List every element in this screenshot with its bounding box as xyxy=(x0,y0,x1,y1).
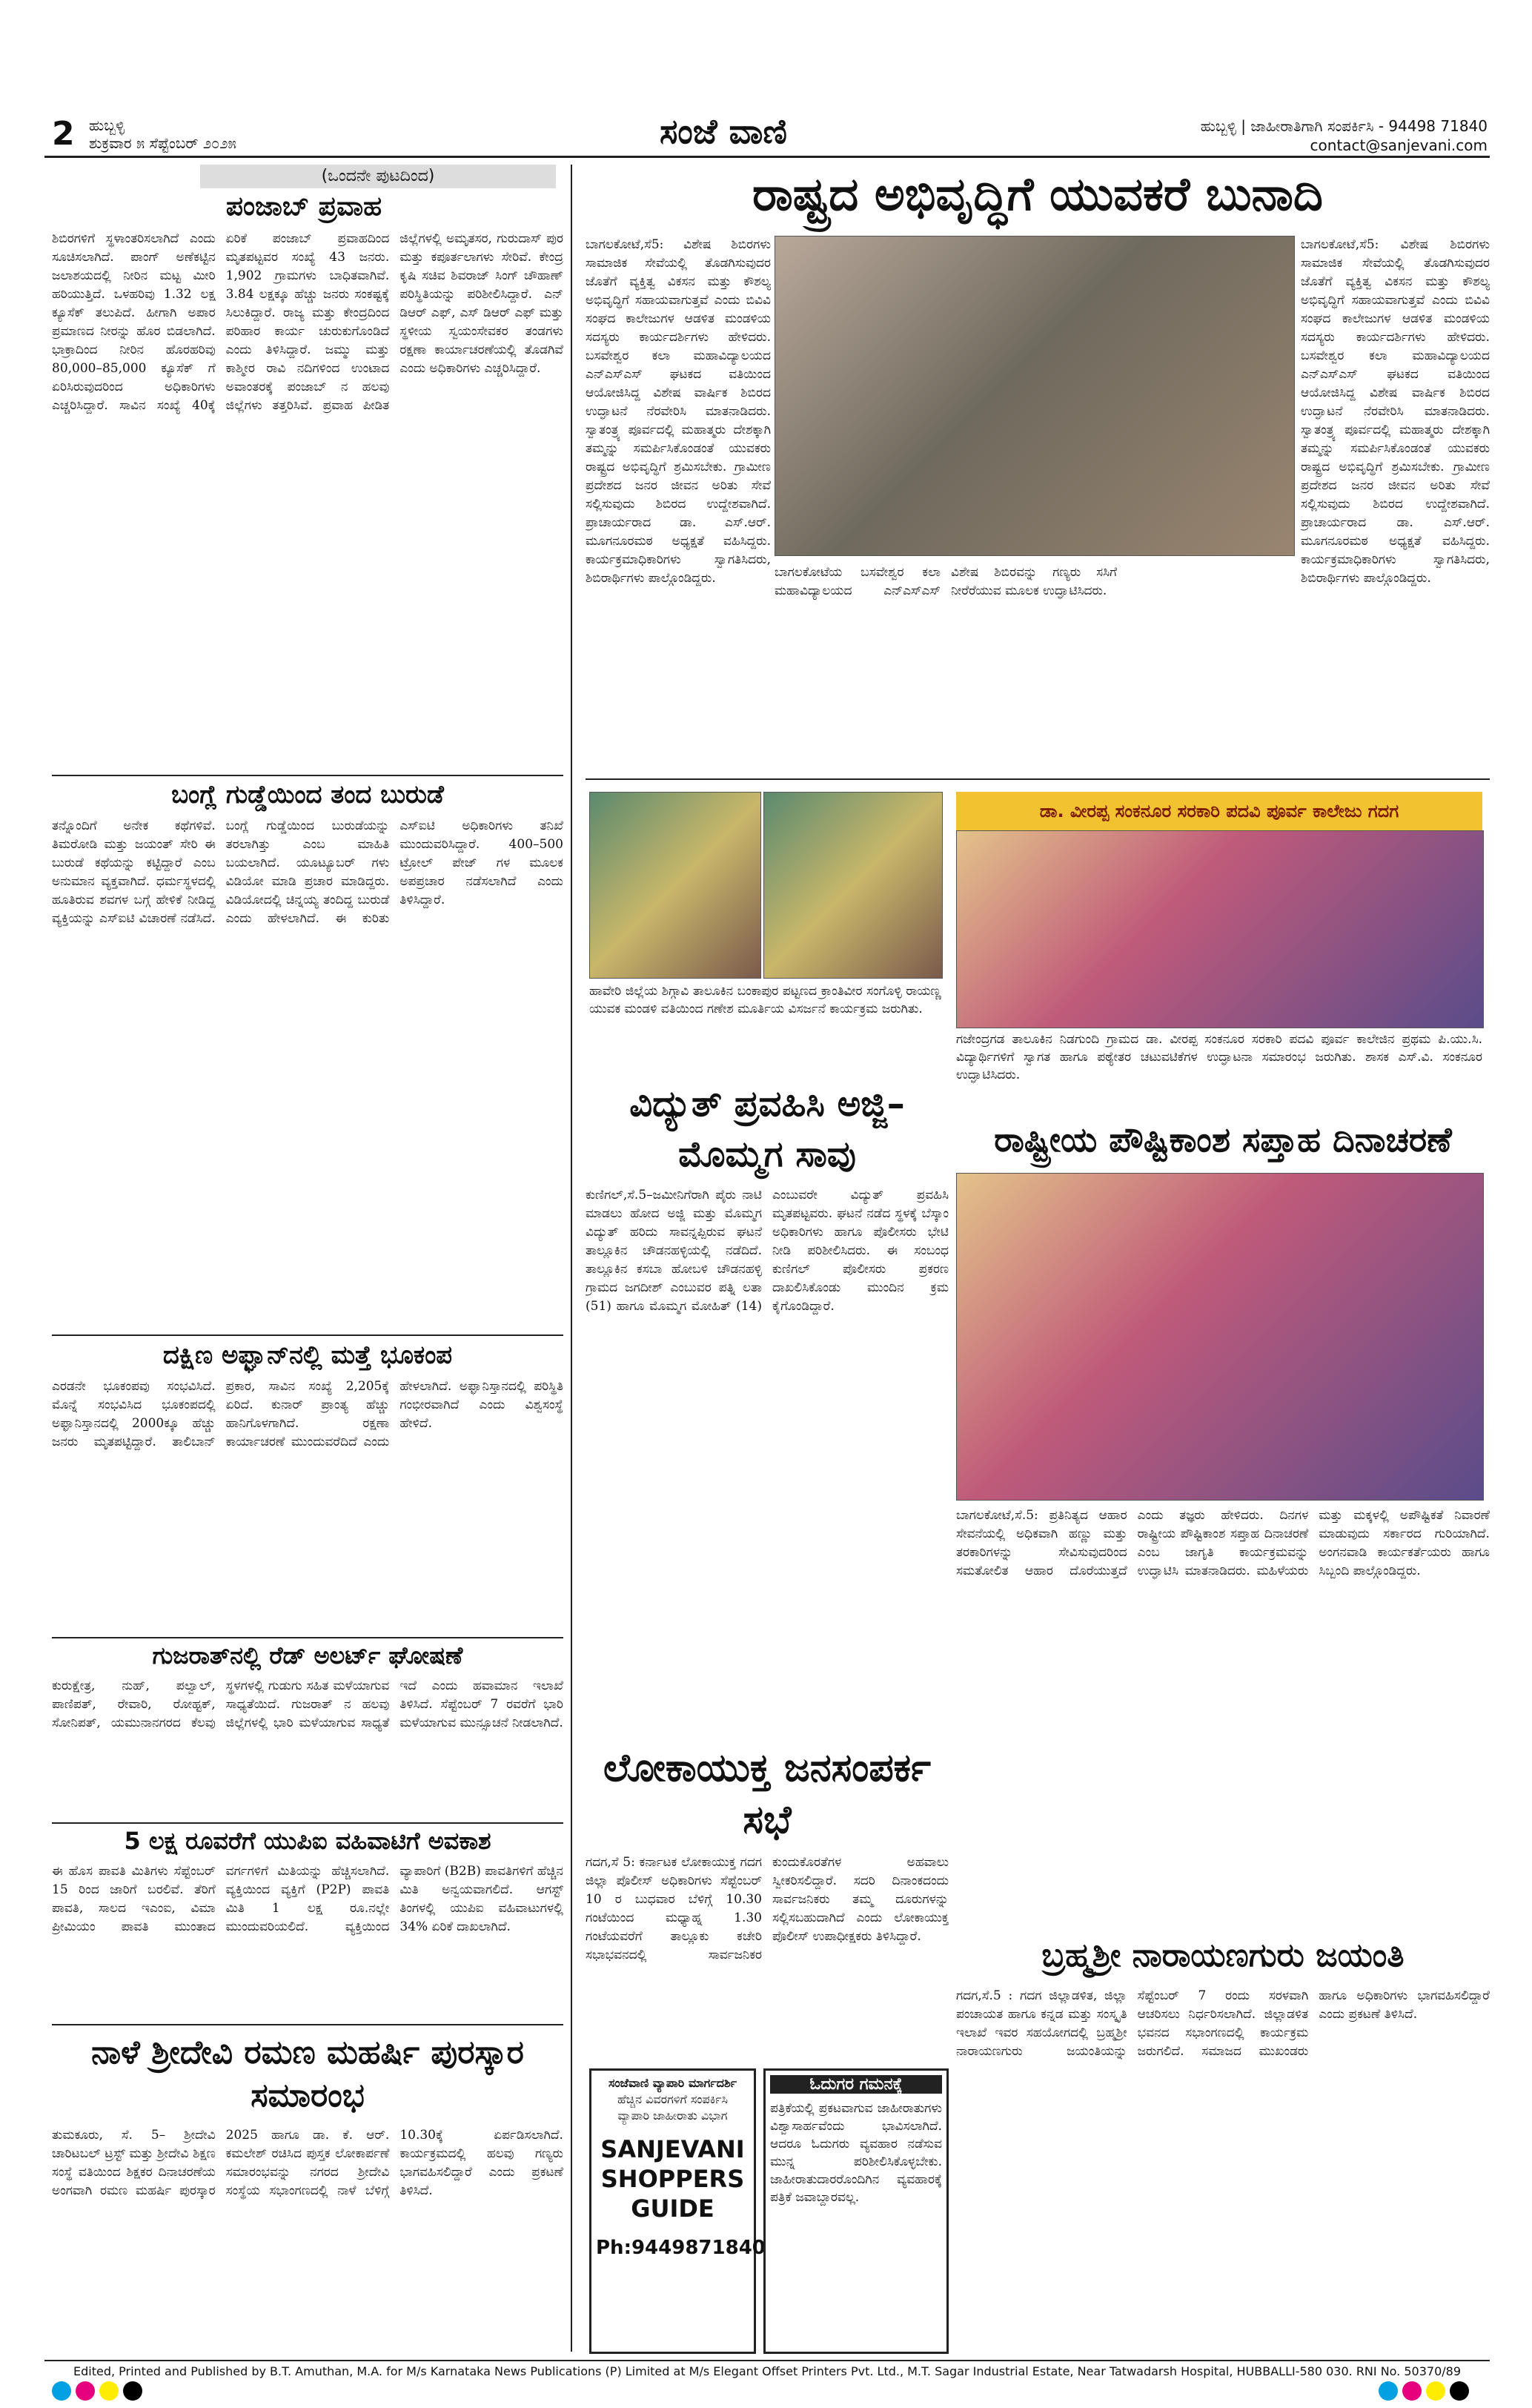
photo-youth-event xyxy=(775,236,1295,556)
email-line[interactable]: contact@sanjevani.com xyxy=(1310,136,1488,154)
ad-readers-notice xyxy=(763,2068,949,2354)
newspaper-logo: ಸಂಜೆ ವಾಣಿ xyxy=(660,111,787,151)
registration-dot xyxy=(123,2381,142,2401)
ad-shoppers-guide[interactable] xyxy=(589,2068,766,2354)
article-ramana-body: ತುಮಕೂರು, ಸೆ. 5– ಶ್ರೀದೇವಿ ಚಾರಿಟಬಲ್ ಟ್ರಸ್ಟ್ ಮತ್ತು ಶ್ರೀದೇವಿ ಶಿಕ್ಷಣ ಸಂಸ್ಥೆ ವತಿಯಿಂದ ಶಿಕ್ಷಕರ ದಿನಾಚರಣೆಯ ಅಂಗವಾಗಿ ರಮಣ ಮಹರ್ಷಿ ಪುರಸ್ಕಾರ 2025 ಹಾಗೂ ಡಾ. ಕೆ. ಆರ್. ಕಮಲೇಶ್ ರಚಿಸಿದ ಪುಸ್ತಕ ಲೋಕಾರ್ಪಣೆ ಸಮಾರಂಭವನ್ನು ನಗರದ ಶ್ರೀದೇವಿ ಸಂಸ್ಥೆಯ ಸಭಾಂಗಣದಲ್ಲಿ ನಾಳೆ ಬೆಳಿಗ್ಗೆ 10.30ಕ್ಕೆ ಏರ್ಪಡಿಸಲಾಗಿದೆ. ಕಾರ್ಯಕ್ರಮದಲ್ಲಿ ಹಲವು ಗಣ್ಯರು ಭಾಗವಹಿಸಲಿದ್ದಾರೆ ಎಂದು ಪ್ರಕಟಣೆ ತಿಳಿಸಿದೆ. xyxy=(52,2128,563,2198)
ad-shoppers-line2: ಹೆಚ್ಚಿನ ವಿವರಗಳಿಗೆ ಸಂಪರ್ಕಿಸಿ xyxy=(617,2092,728,2106)
article-punjab-body: ಶಿಬಿರಗಳಿಗೆ ಸ್ಥಳಾಂತರಿಸಲಾಗಿದೆ ಎಂದು ಸೂಚಿಸಲಾಗಿದೆ. ಪಾಂಗ್ ಅಣೆಕಟ್ಟಿನ ಜಲಾಶಯದಲ್ಲಿ ನೀರಿನ ಮಟ್ಟ ಮೀರಿ ಹರಿಯುತ್ತಿದೆ. ಒಳಹರಿವು 1.32 ಲಕ್ಷ ಕ್ಯೂಸೆಕ್ ತಲುಪಿದೆ. ಹೀಗಾಗಿ ಅಪಾರ ಪ್ರಮಾಣದ ನೀರನ್ನು ಹೊರ ಬಿಡಲಾಗಿದೆ. ಭಾಕ್ರಾದಿಂದ ನೀರಿನ ಹೊರಹರಿವು 80,000–85,000 ಕ್ಯೂಸೆಕ್ ಗೆ ಏರಿಸಿರುವುದರಿಂದ ಅಧಿಕಾರಿಗಳು ಎಚ್ಚರಿಸಿದ್ದಾರೆ. ಸಾವಿನ ಸಂಖ್ಯೆ 40ಕ್ಕೆ ಏರಿಕೆ ಪಂಜಾಬ್ ಪ್ರವಾಹದಿಂದ ಮೃತಪಟ್ಟವರ ಸಂಖ್ಯೆ 43 ಜನರು. 1,902 ಗ್ರಾಮಗಳು ಬಾಧಿತವಾಗಿವೆ. 3.84 ಲಕ್ಷಕ್ಕೂ ಹೆಚ್ಚು ಜನರು ಸಂಕಷ್ಟಕ್ಕೆ ಸಿಲುಕಿದ್ದಾರೆ. ರಾಜ್ಯ ಮತ್ತು ಕೇಂದ್ರದಿಂದ ಪರಿಹಾರ ಕಾರ್ಯ ಚುರುಕುಗೊಂಡಿದೆ ಎಂದು ತಿಳಿಸಿದ್ದಾರೆ. ಜಮ್ಮು ಮತ್ತು ಕಾಶ್ಮೀರ ರಾವಿ ನದಿಗಳಿಂದ ಉಂಟಾದ ಅವಾಂತರಕ್ಕೆ ಪಂಜಾಬ್ ನ ಹಲವು ಜಿಲ್ಲೆಗಳು ತತ್ತರಿಸಿವೆ. ಪ್ರವಾಹ ಪೀಡಿತ ಜಿಲ್ಲೆಗಳಲ್ಲಿ ಅಮೃತಸರ, ಗುರುದಾಸ್ ಪುರ ಮತ್ತು ಕಪೂರ್ತಲಾಗಳು ಸೇರಿವೆ. ಕೇಂದ್ರ ಕೃಷಿ ಸಚಿವ ಶಿವರಾಜ್ ಸಿಂಗ್ ಚೌಹಾಣ್ ಪರಿಸ್ಥಿತಿಯನ್ನು ಪರಿಶೀಲಿಸಿದ್ದಾರೆ. ಎನ್ ಡಿಆರ್ ಎಫ್, ಎಸ್ ಡಿಆರ್ ಎಫ್ ಮತ್ತು ಸ್ಥಳೀಯ ಸ್ವಯಂಸೇವಕರ ತಂಡಗಳು ರಕ್ಷಣಾ ಕಾರ್ಯಾಚರಣೆಯಲ್ಲಿ ತೊಡಗಿವೆ ಎಂದು ಅಧಿಕಾರಿಗಳು ಎಚ್ಚರಿಸಿದ್ದಾರೆ. xyxy=(52,231,563,413)
imprint-footer: Edited, Printed and Published by B.T. Amuthan, M.A. for M/s Karnataka News Publications (P) Limited at M/s Elegant Offset Printers Pvt. Ltd., M.T. Sagar Industrial Estate, Near Tatwadarsh Hospital, HUBBALLI-580 030. RNI No. 50370/89 xyxy=(44,2360,1490,2378)
city-label: ಹುಬ್ಬಳ್ಳಿ xyxy=(89,116,125,134)
article-baangle-body: ತನ್ನೊಂದಿಗೆ ಅನೇಕ ಕಥೆಗಳಿವೆ. ತಿಮರೋಡಿ ಮತ್ತು ಜಯಂತ್ ಸೇರಿ ಈ ಬುರುಡೆ ಕಥೆಯನ್ನು ಕಟ್ಟಿದ್ದಾರೆ ಎಂಬ ಅನುಮಾನ ವ್ಯಕ್ತವಾಗಿದೆ. ಧರ್ಮಸ್ಥಳದಲ್ಲಿ ಹೂತಿರುವ ಶವಗಳ ಬಗ್ಗೆ ಹೇಳಿಕೆ ನೀಡಿದ್ದ ವ್ಯಕ್ತಿಯನ್ನು ಎಸ್ಐಟಿ ವಿಚಾರಣೆ ನಡೆಸಿದೆ. ಬಂಗ್ಲೆ ಗುಡ್ಡೆಯಿಂದ ಬುರುಡೆಯನ್ನು ತರಲಾಗಿತ್ತು ಎಂಬ ಮಾಹಿತಿ ಬಯಲಾಗಿದೆ. ಯೂಟ್ಯೂಬರ್ ಗಳು ವಿಡಿಯೋ ಮಾಡಿ ಪ್ರಚಾರ ಮಾಡಿದ್ದರು. ವಿಡಿಯೋದಲ್ಲಿ ಚಿನ್ನಯ್ಯ ತಂದಿದ್ದ ಬುರುಡೆ ಎಂದು ಹೇಳಲಾಗಿದೆ. ಈ ಕುರಿತು ಎಸ್ಐಟಿ ಅಧಿಕಾರಿಗಳು ತನಿಖೆ ಮುಂದುವರಿಸಿದ್ದಾರೆ. 400–500 ಟ್ರೋಲ್ ಪೇಜ್ ಗಳ ಮೂಲಕ ಅಪಪ್ರಚಾರ ನಡೆಸಲಾಗಿದೆ ಎಂದು ತಿಳಿಸಿದ್ದಾರೆ. xyxy=(52,818,563,926)
registration-dot xyxy=(1402,2381,1422,2401)
article-youth-body-left: ಬಾಗಲಕೋಟೆ,ಸೆ5: ವಿಶೇಷ ಶಿಬಿರಗಳು ಸಾಮಾಜಿಕ ಸೇವೆಯಲ್ಲಿ ತೊಡಗಿಸುವುದರ ಜೊತೆಗೆ ವ್ಯಕ್ತಿತ್ವ ವಿಕಸನ ಮತ್ತು ಕೌಶಲ್ಯ ಅಭಿವೃದ್ಧಿಗೆ ಸಹಾಯವಾಗುತ್ತವೆ ಎಂದು ಬಿವಿವಿ ಸಂಘದ ಕಾಲೇಜುಗಳ ಆಡಳಿತ ಮಂಡಳಿಯ ಸದಸ್ಯರು ಕಾರ್ಯದರ್ಶಿಗಳು ಹೇಳಿದರು. ಬಸವೇಶ್ವರ ಕಲಾ ಮಹಾವಿದ್ಯಾಲಯದ ಎನ್ಎಸ್ಎಸ್ ಘಟಕದ ವತಿಯಿಂದ ಆಯೋಜಿಸಿದ್ದ ವಿಶೇಷ ವಾರ್ಷಿಕ ಶಿಬಿರದ ಉದ್ಘಾಟನೆ ನೆರವೇರಿಸಿ ಮಾತನಾಡಿದರು. ಸ್ವಾತಂತ್ರ್ಯ ಪೂರ್ವದಲ್ಲಿ ಮಹಾತ್ಮರು ದೇಶಕ್ಕಾಗಿ ತಮ್ಮನ್ನು ಸಮರ್ಪಿಸಿಕೊಂಡಂತೆ ಯುವಕರು ರಾಷ್ಟ್ರದ ಅಭಿವೃದ್ಧಿಗೆ ಶ್ರಮಿಸಬೇಕು. ಗ್ರಾಮೀಣ ಪ್ರದೇಶದ ಜನರ ಜೀವನ ಅರಿತು ಸೇವೆ ಸಲ್ಲಿಸುವುದು ಶಿಬಿರದ ಉದ್ದೇಶವಾಗಿದೆ. ಪ್ರಾಚಾರ್ಯರಾದ ಡಾ. ಎಸ್.ಆರ್. ಮೂಗನೂರಮಠ ಅಧ್ಯಕ್ಷತೆ ವಹಿಸಿದ್ದರು. ಕಾರ್ಯಕ್ರಮಾಧಿಕಾರಿಗಳು ಸ್ವಾಗತಿಸಿದರು, ಶಿಬಿರಾರ್ಥಿಗಳು ಪಾಲ್ಗೊಂಡಿದ್ದರು. xyxy=(586,237,771,586)
date-line xyxy=(89,116,236,152)
article-nutrition-body: ಬಾಗಲಕೋಟೆ,ಸೆ.5: ಪ್ರತಿನಿತ್ಯದ ಆಹಾರ ಸೇವನೆಯಲ್ಲಿ ಅಧಿಕವಾಗಿ ಹಣ್ಣು ಮತ್ತು ತರಕಾರಿಗಳನ್ನು ಸೇವಿಸುವುದರಿಂದ ಸಮತೋಲಿತ ಆಹಾರ ದೊರೆಯುತ್ತದೆ ಎಂದು ತಜ್ಞರು ಹೇಳಿದರು. ದಿನಗಳ ರಾಷ್ಟ್ರೀಯ ಪೌಷ್ಟಿಕಾಂಶ ಸಪ್ತಾಹ ದಿನಾಚರಣೆ ಎಂಬ ಜಾಗೃತಿ ಕಾರ್ಯಕ್ರಮವನ್ನು ಉದ್ಘಾಟಿಸಿ ಮಾತನಾಡಿದರು. ಮಹಿಳೆಯರು ಮತ್ತು ಮಕ್ಕಳಲ್ಲಿ ಅಪೌಷ್ಟಿಕತೆ ನಿವಾರಣೆ ಮಾಡುವುದು ಸರ್ಕಾರದ ಗುರಿಯಾಗಿದೆ. ಅಂಗನವಾಡಿ ಕಾರ್ಯಕರ್ತೆಯರು ಹಾಗೂ ಸಿಬ್ಬಂದಿ ಪಾಲ್ಗೊಂಡಿದ್ದರು. xyxy=(956,1508,1490,1578)
ad-readers-title: ಓದುಗರ ಗಮನಕ್ಕೆ xyxy=(770,2075,942,2094)
ad-shoppers-line3: ವ್ಯಾಪಾರಿ ಜಾಹೀರಾತು ವಿಭಾಗ xyxy=(617,2108,728,2123)
photo-ganesha-2 xyxy=(763,792,943,979)
article-afghan-body: ಎರಡನೇ ಭೂಕಂಪವು ಸಂಭವಿಸಿದೆ. ಮೊನ್ನೆ ಸಂಭವಿಸಿದ ಭೂಕಂಪದಲ್ಲಿ ಅಫ್ಘಾನಿಸ್ತಾನದಲ್ಲಿ 2000ಕ್ಕೂ ಹೆಚ್ಚು ಜನರು ಮೃತಪಟ್ಟಿದ್ದಾರೆ. ತಾಲಿಬಾನ್ ಪ್ರಕಾರ, ಸಾವಿನ ಸಂಖ್ಯೆ 2,205ಕ್ಕೆ ಏರಿದೆ. ಕುನಾರ್ ಪ್ರಾಂತ್ಯ ಹೆಚ್ಚು ಹಾನಿಗೊಳಗಾಗಿದೆ. ರಕ್ಷಣಾ ಕಾರ್ಯಾಚರಣೆ ಮುಂದುವರೆದಿದೆ ಎಂದು ಹೇಳಲಾಗಿದೆ. ಅಫ್ಘಾನಿಸ್ತಾನದಲ್ಲಿ ಪರಿಸ್ಥಿತಿ ಗಂಭೀರವಾಗಿದೆ ಎಂದು ವಿಶ್ವಸಂಸ್ಥೆ ಹೇಳಿದೆ. xyxy=(52,1379,563,1449)
divider xyxy=(52,1334,563,1336)
headline-upi: 5 ಲಕ್ಷ ರೂವರೆಗೆ ಯುಪಿಐ ವಹಿವಾಟಿಗೆ ಅವಕಾಶ xyxy=(124,1827,491,1855)
registration-dot xyxy=(1450,2381,1469,2401)
headline-narayanaguru: ಬ್ರಹ್ಮಶ್ರೀ ನಾರಾಯಣಗುರು ಜಯಂತಿ xyxy=(1041,1936,1405,1974)
article-youth-body-right: ಬಾಗಲಕೋಟೆಯ ಬಸವೇಶ್ವರ ಕಲಾ ಮಹಾವಿದ್ಯಾಲಯದ ಎನ್ಎಸ್ಎಸ್ ವಿಶೇಷ ಶಿಬಿರವನ್ನು ಗಣ್ಯರು ಸಸಿಗೆ ನೀರೆರೆಯುವ ಮೂಲಕ ಉದ್ಘಾಟಿಸಿದರು. xyxy=(775,565,1117,598)
photo-college-event xyxy=(956,830,1484,1028)
headline-baangle: ಬಂಗ್ಲೆ ಗುಡ್ಡೆಯಿಂದ ತಂದ ಬುರುಡೆ xyxy=(171,780,444,810)
headline-ramana: ನಾಳೆ ಶ್ರೀದೇವಿ ರಮಣ ಮಹರ್ಷಿ ಪುರಸ್ಕಾರ ಸಮಾರಂಭ xyxy=(91,2034,524,2114)
ad-contact-line: ಹುಬ್ಬಳ್ಳಿ | ಜಾಹೀರಾತಿಗಾಗಿ ಸಂಪರ್ಕಿಸಿ - 94498 71840 xyxy=(1200,117,1488,135)
photo-college-caption: ಗಜೇಂದ್ರಗಡ ತಾಲೂಕಿನ ನಿಡಗುಂದಿ ಗ್ರಾಮದ ಡಾ. ವೀರಪ್ಪ ಸಂಕನೂರ ಸರಕಾರಿ ಪದವಿ ಪೂರ್ವ ಕಾಲೇಜಿನ ಪ್ರಥಮ ಪಿ.ಯು.ಸಿ. ವಿದ್ಯಾರ್ಥಿಗಳಿಗೆ ಸ್ವಾಗತ ಹಾಗೂ ಪಠ್ಯೇತರ ಚಟುವಟಿಕೆಗಳ ಉದ್ಘಾಟನಾ ಸಮಾರಂಭ ಜರುಗಿತು. ಶಾಸಕ ಎಸ್.ವಿ. ಸಂಕನೂರ ಉದ್ಘಾಟಿಸಿದರು. xyxy=(956,1032,1482,1082)
photo-ganesha-caption: ಹಾವೇರಿ ಜಿಲ್ಲೆಯ ಶಿಗ್ಗಾವಿ ತಾಲೂಕಿನ ಬಂಕಾಪುರ ಪಟ್ಟಣದ ಕ್ರಾಂತಿವೀರ ಸಂಗೊಳ್ಳಿ ರಾಯಣ್ಣ ಯುವಕ ಮಂಡಳಿ ವತಿಯಿಂದ ಗಣೇಶ ಮೂರ್ತಿಯ ವಿಸರ್ಜನೆ ಕಾರ್ಯಕ್ರಮ ಜರುಗಿತು. xyxy=(589,984,941,1016)
headline-afghan: ದಕ್ಷಿಣ ಅಫ್ಘಾನ್‌ನಲ್ಲಿ ಮತ್ತೆ ಭೂಕಂಪ xyxy=(162,1340,453,1370)
article-narayanaguru-body: ಗದಗ,ಸೆ.5 : ಗದಗ ಜಿಲ್ಲಾಡಳಿತ, ಜಿಲ್ಲಾ ಪಂಚಾಯತ ಹಾಗೂ ಕನ್ನಡ ಮತ್ತು ಸಂಸ್ಕೃತಿ ಇಲಾಖೆ ಇವರ ಸಹಯೋಗದಲ್ಲಿ ಬ್ರಹ್ಮಶ್ರೀ ನಾರಾಯಣಗುರು ಜಯಂತಿಯನ್ನು ಸೆಪ್ಟೆಂಬರ್ 7 ರಂದು ಸರಳವಾಗಿ ಆಚರಿಸಲು ನಿರ್ಧರಿಸಲಾಗಿದೆ. ಜಿಲ್ಲಾಡಳಿತ ಭವನದ ಸಭಾಂಗಣದಲ್ಲಿ ಕಾರ್ಯಕ್ರಮ ಜರುಗಲಿದೆ. ಸಮಾಜದ ಮುಖಂಡರು ಹಾಗೂ ಅಧಿಕಾರಿಗಳು ಭಾಗವಹಿಸಲಿದ್ದಾರೆ ಎಂದು ಪ್ರಕಟಣೆ ತಿಳಿಸಿದೆ. xyxy=(956,1988,1490,2059)
column-divider xyxy=(571,165,572,2352)
ad-shoppers-phone: Ph:9449871840 xyxy=(596,2237,766,2259)
article-youth-body-extra: ಬಾಗಲಕೋಟೆ,ಸೆ5: ವಿಶೇಷ ಶಿಬಿರಗಳು ಸಾಮಾಜಿಕ ಸೇವೆಯಲ್ಲಿ ತೊಡಗಿಸುವುದರ ಜೊತೆಗೆ ವ್ಯಕ್ತಿತ್ವ ವಿಕಸನ ಮತ್ತು ಕೌಶಲ್ಯ ಅಭಿವೃದ್ಧಿಗೆ ಸಹಾಯವಾಗುತ್ತವೆ ಎಂದು ಬಿವಿವಿ ಸಂಘದ ಕಾಲೇಜುಗಳ ಆಡಳಿತ ಮಂಡಳಿಯ ಸದಸ್ಯರು ಕಾರ್ಯದರ್ಶಿಗಳು ಹೇಳಿದರು. ಬಸವೇಶ್ವರ ಕಲಾ ಮಹಾವಿದ್ಯಾಲಯದ ಎನ್ಎಸ್ಎಸ್ ಘಟಕದ ವತಿಯಿಂದ ಆಯೋಜಿಸಿದ್ದ ವಿಶೇಷ ವಾರ್ಷಿಕ ಶಿಬಿರದ ಉದ್ಘಾಟನೆ ನೆರವೇರಿಸಿ ಮಾತನಾಡಿದರು. ಸ್ವಾತಂತ್ರ್ಯ ಪೂರ್ವದಲ್ಲಿ ಮಹಾತ್ಮರು ದೇಶಕ್ಕಾಗಿ ತಮ್ಮನ್ನು ಸಮರ್ಪಿಸಿಕೊಂಡಂತೆ ಯುವಕರು ರಾಷ್ಟ್ರದ ಅಭಿವೃದ್ಧಿಗೆ ಶ್ರಮಿಸಬೇಕು. ಗ್ರಾಮೀಣ ಪ್ರದೇಶದ ಜನರ ಜೀವನ ಅರಿತು ಸೇವೆ ಸಲ್ಲಿಸುವುದು ಶಿಬಿರದ ಉದ್ದೇಶವಾಗಿದೆ. ಪ್ರಾಚಾರ್ಯರಾದ ಡಾ. ಎಸ್.ಆರ್. ಮೂಗನೂರಮಠ ಅಧ್ಯಕ್ಷತೆ ವಹಿಸಿದ್ದರು. ಕಾರ್ಯಕ್ರಮಾಧಿಕಾರಿಗಳು ಸ್ವಾಗತಿಸಿದರು, ಶಿಬಿರಾರ್ಥಿಗಳು ಪಾಲ್ಗೊಂಡಿದ್ದರು. xyxy=(1301,237,1490,586)
ad-shoppers-title: SANJEVANI SHOPPERS GUIDE xyxy=(600,2135,745,2223)
article-upi-body: ಈ ಹೊಸ ಪಾವತಿ ಮಿತಿಗಳು ಸೆಪ್ಟೆಂಬರ್ 15 ರಿಂದ ಜಾರಿಗೆ ಬರಲಿವೆ. ತೆರಿಗೆ ಪಾವತಿ, ಸಾಲದ ಇಎಂಐ, ವಿಮಾ ಪ್ರೀಮಿಯಂ ಪಾವತಿ ಮುಂತಾದ ವರ್ಗಗಳಿಗೆ ಮಿತಿಯನ್ನು ಹೆಚ್ಚಿಸಲಾಗಿದೆ. ವ್ಯಕ್ತಿಯಿಂದ ವ್ಯಕ್ತಿಗೆ (P2P) ಪಾವತಿ ಮಿತಿ 1 ಲಕ್ಷ ರೂ.ನಲ್ಲೇ ಮುಂದುವರಿಯಲಿದೆ. ವ್ಯಕ್ತಿಯಿಂದ ವ್ಯಾಪಾರಿಗೆ (B2B) ಪಾವತಿಗಳಿಗೆ ಹೆಚ್ಚಿನ ಮಿತಿ ಅನ್ವಯವಾಗಲಿದೆ. ಆಗಸ್ಟ್ ತಿಂಗಳಲ್ಲಿ ಯುಪಿಐ ವಹಿವಾಟುಗಳಲ್ಲಿ 34% ಏರಿಕೆ ದಾಖಲಾಗಿದೆ. xyxy=(52,1864,563,1934)
divider xyxy=(52,1637,563,1638)
continued-label: (ಒಂದನೇ ಪುಟದಿಂದ) xyxy=(200,165,556,188)
registration-dot xyxy=(99,2381,119,2401)
headline-punjab: ಪಂಜಾಬ್ ಪ್ರವಾಹ xyxy=(225,191,382,222)
article-gujarat-body: ಕುರುಕ್ಷೇತ್ರ, ನುಹ್, ಪಲ್ವಾಲ್, ಪಾಣಿಪತ್, ರೇವಾರಿ, ರೋಹ್ಟಕ್, ಸೋನಿಪತ್, ಯಮುನಾನಗರದ ಕೆಲವು ಸ್ಥಳಗಳಲ್ಲಿ ಗುಡುಗು ಸಹಿತ ಮಳೆಯಾಗುವ ಸಾಧ್ಯತೆಯಿದೆ. ಗುಜರಾತ್ ನ ಹಲವು ಜಿಲ್ಲೆಗಳಲ್ಲಿ ಭಾರಿ ಮಳೆಯಾಗುವ ಸಾಧ್ಯತೆ ಇದೆ ಎಂದು ಹವಾಮಾನ ಇಲಾಖೆ ತಿಳಿಸಿದೆ. ಸೆಪ್ಟೆಂಬರ್ 7 ರವರೆಗೆ ಭಾರಿ ಮಳೆಯಾಗುವ ಮುನ್ಸೂಚನೆ ನೀಡಲಾಗಿದೆ. xyxy=(52,1678,563,1730)
photo-nutrition-event xyxy=(956,1173,1484,1501)
page-number: 2 xyxy=(52,115,75,153)
divider xyxy=(52,2024,563,2025)
college-banner: ಡಾ. ವೀರಪ್ಪ ಸಂಕನೂರ ಸರಕಾರಿ ಪದವಿ ಪೂರ್ವ ಕಾಲೇಜು ಗದಗ xyxy=(956,792,1482,830)
headline-electric: ವಿದ್ಯುತ್ ಪ್ರವಹಿಸಿ ಅಜ್ಜಿ–ಮೊಮ್ಮಗ ಸಾವು xyxy=(629,1083,905,1175)
headline-lokayukta: ಲೋಕಾಯುಕ್ತ ಜನಸಂಪರ್ಕ ಸಭೆ xyxy=(603,1746,931,1842)
registration-dot xyxy=(52,2381,71,2401)
photo-ganesha-1 xyxy=(589,792,761,979)
ad-shoppers-line1: ಸಂಜೆವಾಣಿ ವ್ಯಾಪಾರಿ ಮಾರ್ಗದರ್ಶಿ xyxy=(608,2076,737,2090)
header-contact xyxy=(1201,116,1488,155)
registration-dot xyxy=(76,2381,95,2401)
headline-youth: ರಾಷ್ಟ್ರದ ಅಭಿವೃದ್ಧಿಗೆ ಯುವಕರೆ ಬುನಾದಿ xyxy=(752,167,1323,221)
date-label: ಶುಕ್ರವಾರ ೫ ಸೆಪ್ಟೆಂಬರ್ ೨೦೨೫ xyxy=(89,134,236,152)
registration-marks-right xyxy=(1379,2381,1482,2404)
divider xyxy=(586,778,1490,780)
registration-dot xyxy=(1426,2381,1445,2401)
ad-readers-body: ಪತ್ರಿಕೆಯಲ್ಲಿ ಪ್ರಕಟವಾಗುವ ಜಾಹೀರಾತುಗಳು ವಿಶ್ವಾಸಾರ್ಹವೆಂದು ಭಾವಿಸಲಾಗಿದೆ. ಆದರೂ ಓದುಗರು ವ್ಯವಹಾರ ನಡೆಸುವ ಮುನ್ನ ಪರಿಶೀಲಿಸಿಕೊಳ್ಳಬೇಕು. ಜಾಹೀರಾತುದಾರರೊಂದಿಗಿನ ವ್ಯವಹಾರಕ್ಕೆ ಪತ್ರಿಕೆ ಜವಾಬ್ದಾರವಲ್ಲ. xyxy=(770,2101,942,2205)
article-lokayukta-body: ಗದಗ,ಸೆ 5: ಕರ್ನಾಟಕ ಲೋಕಾಯುಕ್ತ ಗದಗ ಜಿಲ್ಲಾ ಪೊಲೀಸ್ ಅಧಿಕಾರಿಗಳು ಸೆಪ್ಟೆಂಬರ್ 10 ರ ಬುಧವಾರ ಬೆಳಿಗ್ಗೆ 10.30 ಗಂಟೆಯಿಂದ ಮಧ್ಯಾಹ್ನ 1.30 ಗಂಟೆಯವರೆಗೆ ತಾಲ್ಲೂಕು ಕಚೇರಿ ಸಭಾಭವನದಲ್ಲಿ ಸಾರ್ವಜನಿಕರ ಕುಂದುಕೊರತೆಗಳ ಅಹವಾಲು ಸ್ವೀಕರಿಸಲಿದ್ದಾರೆ. ಸದರಿ ದಿನಾಂಕದಂದು ಸಾರ್ವಜನಿಕರು ತಮ್ಮ ದೂರುಗಳನ್ನು ಸಲ್ಲಿಸಬಹುದಾಗಿದೆ ಎಂದು ಲೋಕಾಯುಕ್ತ ಪೊಲೀಸ್ ಉಪಾಧೀಕ್ಷಕರು ತಿಳಿಸಿದ್ದಾರೆ. xyxy=(586,1855,949,1962)
headline-nutrition: ರಾಷ್ಟ್ರೀಯ ಪೌಷ್ಟಿಕಾಂಶ ಸಪ್ತಾಹ ದಿನಾಚರಣೆ xyxy=(994,1119,1452,1160)
headline-gujarat: ಗುಜರಾತ್‌ನಲ್ಲಿ ರೆಡ್ ಅಲರ್ಟ್ ಘೋಷಣೆ xyxy=(152,1641,463,1670)
divider xyxy=(52,775,563,776)
registration-marks-left xyxy=(52,2381,215,2404)
registration-dot xyxy=(1379,2381,1398,2401)
divider xyxy=(52,1822,563,1824)
article-electric-body: ಕುಣಿಗಲ್,ಸೆ.5–ಜಮೀನಿಗೆರಾಗಿ ಪೈರು ನಾಟಿ ಮಾಡಲು ಹೋದ ಅಜ್ಜಿ ಮತ್ತು ಮೊಮ್ಮಗ ವಿದ್ಯುತ್ ಹರಿದು ಸಾವನ್ನಪ್ಪಿರುವ ಘಟನೆ ತಾಲ್ಲೂಕಿನ ಚೌಡನಹಳ್ಳಿಯಲ್ಲಿ ನಡೆದಿದೆ. ತಾಲ್ಲೂಕಿನ ಕಸಬಾ ಹೋಬಳಿ ಚೌಡನಹಳ್ಳಿ ಗ್ರಾಮದ ಜಗದೀಶ್ ಎಂಬುವರ ಪತ್ನಿ ಲತಾ (51) ಹಾಗೂ ಮೊಮ್ಮಗ ಮೋಹಿತ್ (14) ಎಂಬುವರೇ ವಿದ್ಯುತ್ ಪ್ರವಹಿಸಿ ಮೃತಪಟ್ಟವರು. ಘಟನೆ ನಡೆದ ಸ್ಥಳಕ್ಕೆ ಬೆಸ್ಕಾಂ ಅಧಿಕಾರಿಗಳು ಹಾಗೂ ಪೊಲೀಸರು ಭೇಟಿ ನೀಡಿ ಪರಿಶೀಲಿಸಿದರು. ಈ ಸಂಬಂಧ ಕುಣಿಗಲ್ ಪೊಲೀಸರು ಪ್ರಕರಣ ದಾಖಲಿಸಿಕೊಂಡು ಮುಂದಿನ ಕ್ರಮ ಕೈಗೊಂಡಿದ್ದಾರೆ. xyxy=(586,1188,949,1314)
